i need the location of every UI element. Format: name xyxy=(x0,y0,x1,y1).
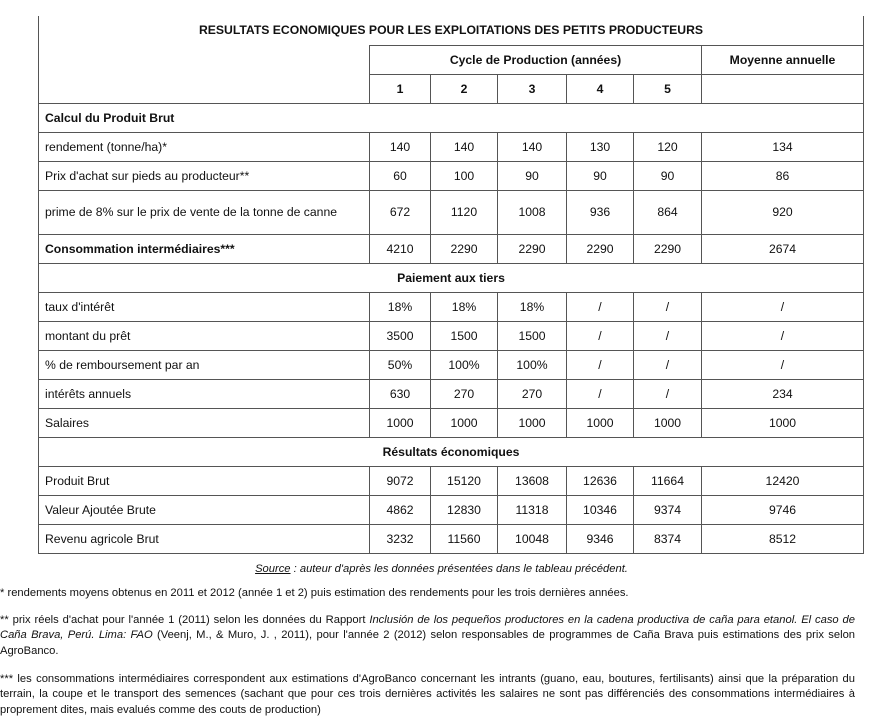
average-number-blank xyxy=(702,74,864,103)
cycle-value: 90 xyxy=(634,161,702,190)
table-row xyxy=(39,234,864,263)
row-label: taux d'intérêt xyxy=(39,292,370,321)
footnote-2-reference: Inclusión de los pequeños productores en la cadena productiva de caña para etanol. El caso de Caña Brava, Perú. Lima: FAO xyxy=(0,614,855,642)
header-row-1 xyxy=(39,45,864,74)
row-label: Salaires xyxy=(39,408,370,437)
table-row xyxy=(39,292,864,321)
row-label: prime de 8% sur le prix de vente de la tonne de canne xyxy=(39,190,370,234)
source-label: Source xyxy=(255,563,291,575)
cycle-header: Cycle de Production (années) xyxy=(370,45,702,74)
cycle-value: 1120 xyxy=(431,190,498,234)
cycle-value: 9072 xyxy=(370,466,431,495)
average-value: 1000 xyxy=(702,408,864,437)
table-row xyxy=(39,524,864,553)
cycle-value: 2290 xyxy=(634,234,702,263)
cycle-value: 13608 xyxy=(498,466,567,495)
cycle-value: 4210 xyxy=(370,234,431,263)
cycle-value: 4862 xyxy=(370,495,431,524)
cycle-value: 3500 xyxy=(370,321,431,350)
row-label: % de remboursement par an xyxy=(39,350,370,379)
table-row xyxy=(39,379,864,408)
cycle-value: 140 xyxy=(370,132,431,161)
table-row xyxy=(39,350,864,379)
row-label: Consommation intermédiaires*** xyxy=(39,234,370,263)
cycle-value: 50% xyxy=(370,350,431,379)
cycle-value: 11664 xyxy=(634,466,702,495)
cycle-value: 630 xyxy=(370,379,431,408)
cycle-value: 1000 xyxy=(634,408,702,437)
average-value: 134 xyxy=(702,132,864,161)
cycle-value: 10048 xyxy=(498,524,567,553)
table-row xyxy=(39,132,864,161)
cycle-value: 3232 xyxy=(370,524,431,553)
cycle-value: / xyxy=(567,321,634,350)
cycle-value: 9346 xyxy=(567,524,634,553)
average-value: / xyxy=(702,321,864,350)
cycle-value: / xyxy=(567,350,634,379)
average-value: 12420 xyxy=(702,466,864,495)
cycle-value: / xyxy=(567,379,634,408)
average-value: / xyxy=(702,292,864,321)
cycle-value: 1008 xyxy=(498,190,567,234)
row-label: Prix d'achat sur pieds au producteur** xyxy=(39,161,370,190)
cycle-value: 100% xyxy=(431,350,498,379)
row-label: Produit Brut xyxy=(39,466,370,495)
average-value: 920 xyxy=(702,190,864,234)
row-label: montant du prêt xyxy=(39,321,370,350)
header-blank xyxy=(39,45,370,103)
cycle-value: 1000 xyxy=(370,408,431,437)
cycle-value: 1000 xyxy=(567,408,634,437)
cycle-value: 90 xyxy=(498,161,567,190)
cycle-value: 12830 xyxy=(431,495,498,524)
cycle-value: / xyxy=(634,292,702,321)
source-line xyxy=(0,563,883,575)
footnote-2-text: ** prix réels d'achat pour l'année 1 (2011) selon les données du Rapport xyxy=(0,614,370,626)
cycle-value: 864 xyxy=(634,190,702,234)
cycle-value: 10346 xyxy=(567,495,634,524)
average-value: / xyxy=(702,350,864,379)
cycle-value: / xyxy=(634,350,702,379)
footnote-1: * rendements moyens obtenus en 2011 et 2012 (année 1 et 2) puis estimation des rendements pour les trois dernières années. xyxy=(0,587,629,599)
section-resultats-economiques: Résultats économiques xyxy=(39,437,864,466)
cycle-value: 672 xyxy=(370,190,431,234)
section-paiement-tiers: Paiement aux tiers xyxy=(39,263,864,292)
cycle-value: 1000 xyxy=(431,408,498,437)
cycle-value: 140 xyxy=(431,132,498,161)
cycle-value: 2290 xyxy=(431,234,498,263)
section-row xyxy=(39,103,864,132)
cycle-number: 5 xyxy=(634,74,702,103)
table-row xyxy=(39,495,864,524)
cycle-value: 2290 xyxy=(567,234,634,263)
cycle-value: 100 xyxy=(431,161,498,190)
cycle-value: 1000 xyxy=(498,408,567,437)
cycle-number: 1 xyxy=(370,74,431,103)
cycle-value: 100% xyxy=(498,350,567,379)
row-label: rendement (tonne/ha)* xyxy=(39,132,370,161)
cycle-value: 12636 xyxy=(567,466,634,495)
average-value: 2674 xyxy=(702,234,864,263)
table-row xyxy=(39,190,864,234)
cycle-value: 11560 xyxy=(431,524,498,553)
cycle-value: 140 xyxy=(498,132,567,161)
cycle-value: 18% xyxy=(370,292,431,321)
section-row xyxy=(39,263,864,292)
average-value: 86 xyxy=(702,161,864,190)
cycle-number: 2 xyxy=(431,74,498,103)
cycle-value: 60 xyxy=(370,161,431,190)
cycle-value: / xyxy=(634,321,702,350)
table-title: RESULTATS ECONOMIQUES POUR LES EXPLOITATIONS DES PETITS PRODUCTEURS xyxy=(39,16,864,45)
row-label: intérêts annuels xyxy=(39,379,370,408)
cycle-value: 1500 xyxy=(431,321,498,350)
cycle-number: 3 xyxy=(498,74,567,103)
footnote-2 xyxy=(0,613,855,659)
section-row xyxy=(39,437,864,466)
cycle-value: / xyxy=(634,379,702,408)
average-header: Moyenne annuelle xyxy=(702,45,864,74)
cycle-value: 130 xyxy=(567,132,634,161)
row-label: Valeur Ajoutée Brute xyxy=(39,495,370,524)
cycle-value: 15120 xyxy=(431,466,498,495)
section-produit-brut: Calcul du Produit Brut xyxy=(39,103,864,132)
source-text: : auteur d'après les données présentées dans le tableau précédent. xyxy=(290,563,628,575)
cycle-number: 4 xyxy=(567,74,634,103)
table-row xyxy=(39,161,864,190)
row-label: Revenu agricole Brut xyxy=(39,524,370,553)
results-table xyxy=(38,16,864,554)
cycle-value: 2290 xyxy=(498,234,567,263)
footnote-3: *** les consommations intermédiaires correspondent aux estimations d'AgroBanco concernant les intrants (guano, eau, boutures, fertilisants) ainsi que la préparation du terrain, la coupe et le transport des semences (sachant que pour ces trois dernières activités les salaires ne sont pas différenciés des consommations intermédiaires à proprement dites, mais evalués comme des couts de production) xyxy=(0,673,855,716)
cycle-value: 11318 xyxy=(498,495,567,524)
cycle-value: 8374 xyxy=(634,524,702,553)
cycle-value: 18% xyxy=(498,292,567,321)
cycle-value: 90 xyxy=(567,161,634,190)
average-value: 234 xyxy=(702,379,864,408)
cycle-value: 936 xyxy=(567,190,634,234)
footnote-2-text-end: (Veenj, M., & Muro, J. , 2011), pour l'année 2 (2012) selon responsables de programmes de Caña Brava puis estimations des prix selon AgroBanco. xyxy=(0,629,856,657)
average-value: 8512 xyxy=(702,524,864,553)
cycle-value: / xyxy=(567,292,634,321)
cycle-value: 1500 xyxy=(498,321,567,350)
cycle-value: 9374 xyxy=(634,495,702,524)
cycle-value: 270 xyxy=(498,379,567,408)
cycle-value: 18% xyxy=(431,292,498,321)
table-title-row xyxy=(39,16,864,45)
cycle-value: 270 xyxy=(431,379,498,408)
cycle-value: 120 xyxy=(634,132,702,161)
table-row xyxy=(39,408,864,437)
table-row xyxy=(39,466,864,495)
table-row xyxy=(39,321,864,350)
average-value: 9746 xyxy=(702,495,864,524)
